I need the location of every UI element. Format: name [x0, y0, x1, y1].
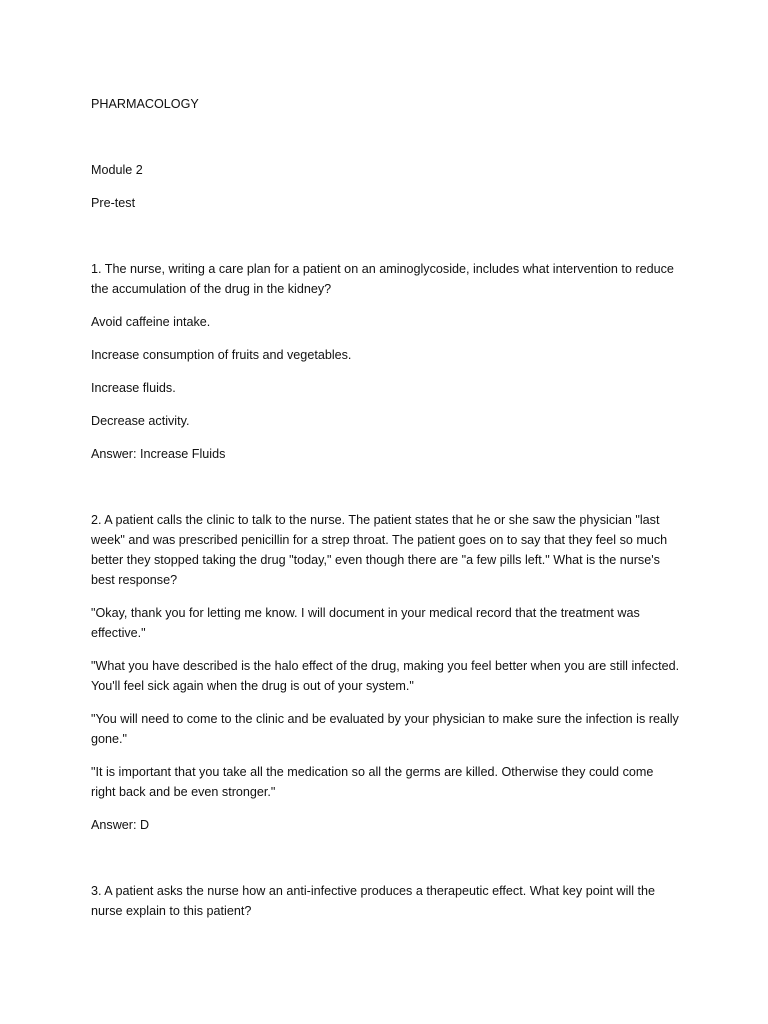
question-1-prompt: 1. The nurse, writing a care plan for a patient on an aminoglycoside, includes what intervention to reduce the accumulation of the drug in the kidney?: [91, 262, 674, 296]
question-2-option-d: "It is important that you take all the medication so all the germs are killed. Otherwise they could come right back and be even stronger.": [91, 765, 654, 799]
question-2-answer: Answer: D: [91, 818, 150, 832]
question-1-option-d: Decrease activity.: [91, 414, 190, 428]
question-1: [91, 259, 681, 464]
document-title: PHARMACOLOGY: [91, 97, 199, 111]
question-2-option-a: "Okay, thank you for letting me know. I will document in your medical record that the treatment was effective.": [91, 606, 640, 640]
module-label: Module 2: [91, 163, 143, 177]
question-2-option-c: "You will need to come to the clinic and be evaluated by your physician to make sure the infection is really gone.": [91, 712, 679, 746]
question-1-answer: Answer: Increase Fluids: [91, 447, 226, 461]
section-label: Pre-test: [91, 196, 136, 210]
question-2-option-b: "What you have described is the halo effect of the drug, making you feel better when you are still infected. You'll feel sick again when the drug is out of your system.": [91, 659, 680, 693]
question-1-option-c: Increase fluids.: [91, 381, 176, 395]
document-content: [91, 94, 681, 934]
question-1-option-b: Increase consumption of fruits and vegetables.: [91, 348, 352, 362]
question-3-prompt: 3. A patient asks the nurse how an anti-infective produces a therapeutic effect. What key point will the nurse explain to this patient?: [91, 884, 656, 918]
question-3: [91, 881, 681, 921]
question-1-option-a: Avoid caffeine intake.: [91, 315, 211, 329]
question-2-prompt: 2. A patient calls the clinic to talk to the nurse. The patient states that he or she saw the physician "last week" and was prescribed penicillin for a strep throat. The patient goes on to say that they feel so much better they stopped taking the drug "today," even though there are "a few pills left." What is the nurse's best response?: [91, 513, 668, 587]
question-2: [91, 510, 681, 835]
